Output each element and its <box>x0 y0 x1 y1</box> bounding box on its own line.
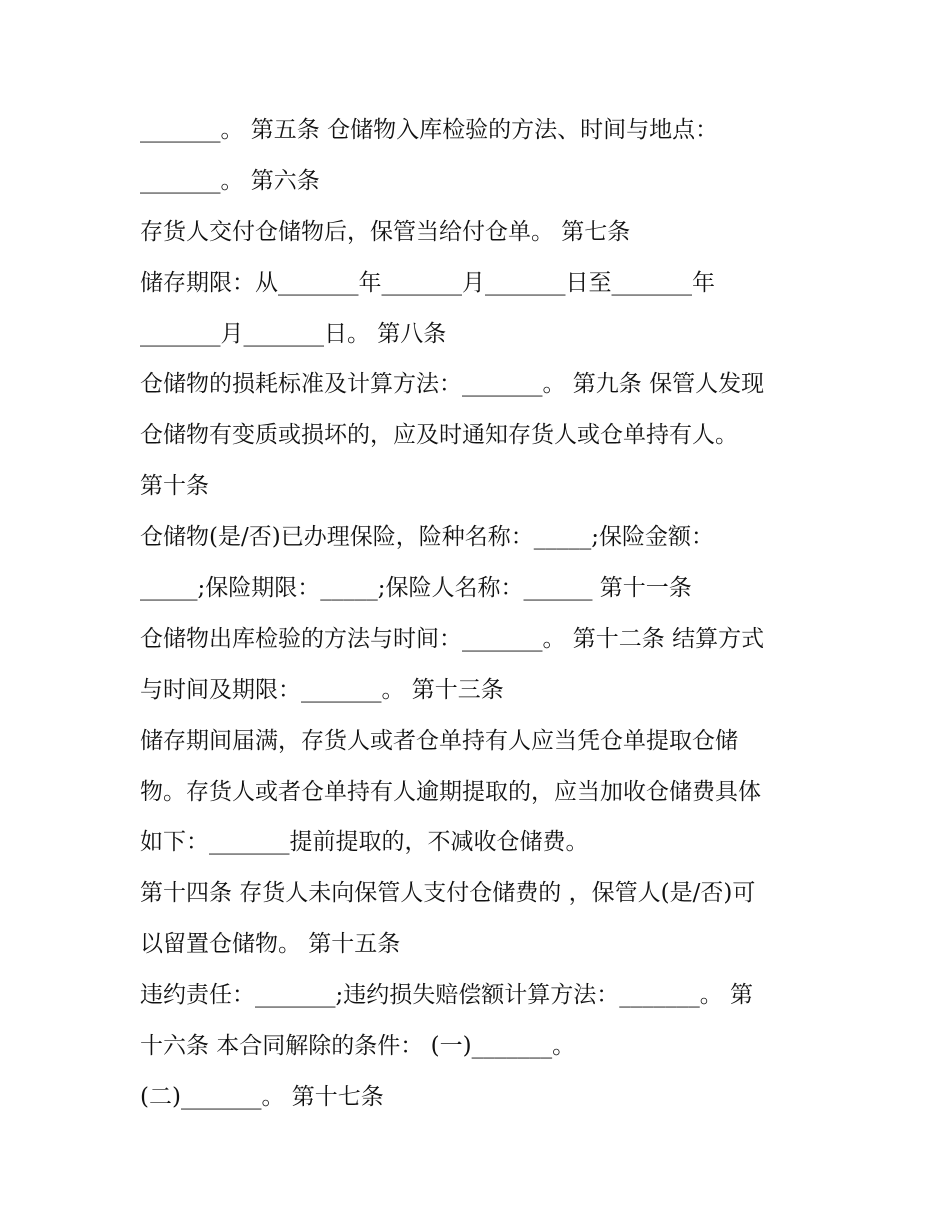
document-body <box>140 105 840 1123</box>
text-line: 以留置仓储物。 第十五条 <box>140 931 401 958</box>
text-line: 违约责任：_______;违约损失赔偿额计算方法：_______。 第 <box>140 982 754 1009</box>
text-line: 仓储物的损耗标准及计算方法：_______。 第九条 保管人发现 <box>140 371 765 398</box>
text-line: 物。存货人或者仓单持有人逾期提取的，应当加收仓储费具体 <box>140 778 761 805</box>
text-line: _____;保险期限：_____;保险人名称：______ 第十一条 <box>140 575 692 602</box>
text-line: 第十条 <box>140 473 209 500</box>
text-line: 与时间及期限：_______。 第十三条 <box>140 676 504 703</box>
text-line: _______月_______日。 第八条 <box>140 320 447 347</box>
text-line: 仓储物有变质或损坏的，应及时通知存货人或仓单持有人。 <box>140 422 738 449</box>
text-line: 仓储物出库检验的方法与时间：_______。 第十二条 结算方式 <box>140 625 765 652</box>
text-line: 储存期间届满，存货人或者仓单持有人应当凭仓单提取仓储 <box>140 727 738 754</box>
text-line: _______。 第六条 <box>140 167 320 194</box>
text-line: 存货人交付仓储物后，保管当给付仓单。 第七条 <box>140 218 631 245</box>
text-line: _______。 第五条 仓储物入库检验的方法、时间与地点： <box>140 117 719 143</box>
text-line: 储存期限：从_______年_______月_______日至_______年 <box>140 269 715 296</box>
text-line: 仓储物(是/否)已办理保险，险种名称：_____;保险金额： <box>140 524 714 551</box>
text-line: 第十四条 存货人未向保管人支付仓储费的 ，保管人(是/否)可 <box>140 880 756 907</box>
text-line: 十六条 本合同解除的条件： (一)_______。 <box>140 1033 576 1060</box>
text-line: 如下：_______提前提取的，不减收仓储费。 <box>140 829 589 856</box>
text-line: (二)_______。 第十七条 <box>140 1083 384 1110</box>
